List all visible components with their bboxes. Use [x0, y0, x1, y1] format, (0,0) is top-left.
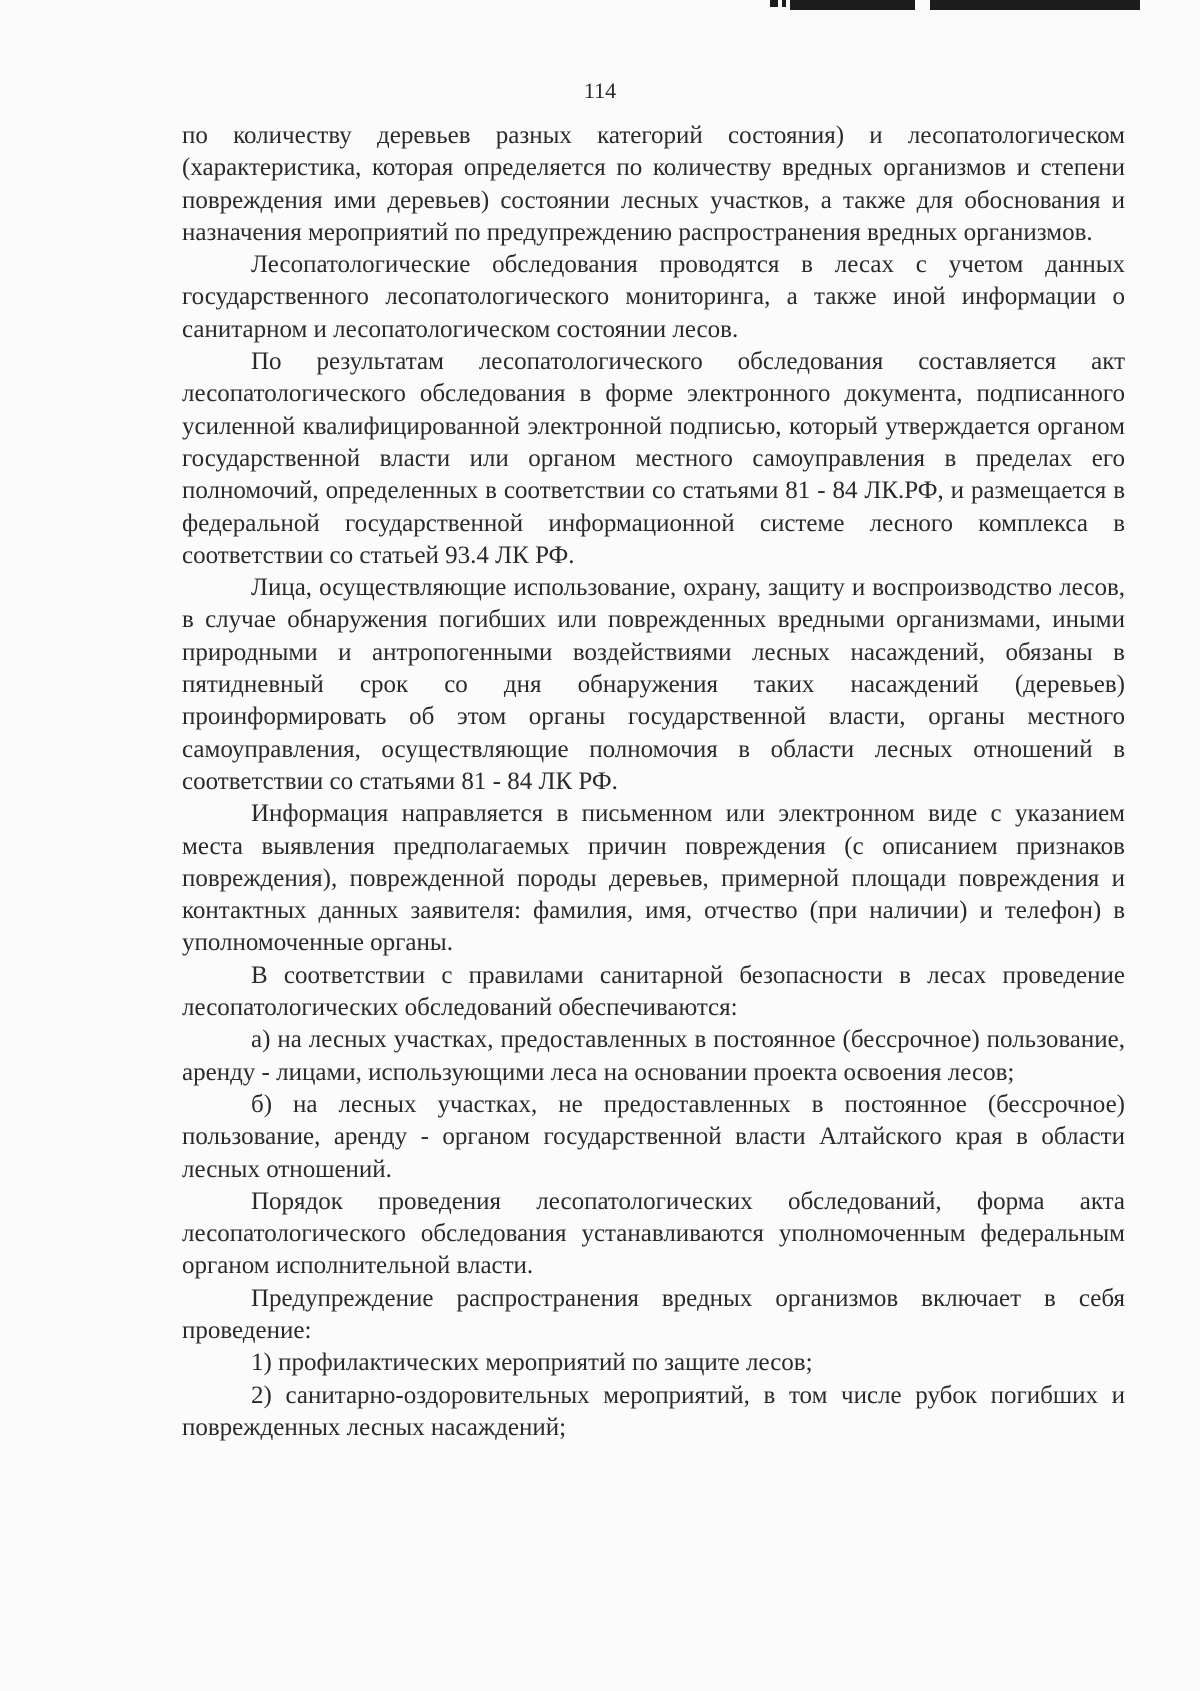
page-number: 114: [583, 78, 617, 103]
paragraph: В соответствии с правилами санитарной безопасности в лесах проведение лесопатологических обследований обеспечиваются:: [182, 961, 1125, 1022]
paragraph: Лесопатологические обследования проводятся в лесах с учетом данных государственного лесопатологического мониторинга, а также иной информации о санитарном и лесопатологическом состоянии лесов.: [182, 251, 1125, 343]
paragraph: По результатам лесопатологического обследования составляется акт лесопатологического обследования в форме электронного документа, подписанного усиленной квалифицированной электронной подписью, который утверждается органом государственной власти или органом местного самоуправления в пределах его полномочий, определенных в соответствии со статьями 81 - 84 ЛК.РФ, и размещается в федеральной государственной информационной системе лесного комплекса в соответствии со статьей 93.4 ЛК РФ.: [182, 348, 1125, 569]
paragraph: по количеству деревьев разных категорий состояния) и лесопатологическом (характеристика, которая определяется по количеству вредных организмов и степени повреждения ими деревьев) состоянии лесных участков, а также для обоснования и назначения мероприятий по предупреждению распространения вредных организмов.: [182, 122, 1125, 246]
paragraph: Информация направляется в письменном или электронном виде с указанием места выявления предполагаемых причин повреждения (с описанием признаков повреждения), поврежденной породы деревьев, примерной площади повреждения и контактных данных заявителя: фамилия, имя, отчество (при наличии) и телефон) в уполномоченные органы.: [182, 800, 1125, 957]
list-item: 2) санитарно-оздоровительных мероприятий, в том числе рубок погибших и поврежденных лесных насаждений;: [182, 1381, 1125, 1441]
paragraph: Порядок проведения лесопатологических обследований, форма акта лесопатологического обследования устанавливаются уполномоченным федеральным органом исполнительной власти.: [182, 1187, 1125, 1280]
scan-artifact: [930, 0, 1140, 10]
paragraph: Лица, осуществляющие использование, охрану, защиту и воспроизводство лесов, в случае обнаружения погибших или поврежденных вредными организмами, иными природными и антропогенными воздействиями лесных насаждений, обязаны в пятидневный срок со дня обнаружения таких насаждений (деревьев) проинформировать об этом органы государственной власти, органы местного самоуправления, осуществляющие полномочия в области лесных отношений в соответствии со статьями 81 - 84 ЛК РФ.: [182, 574, 1125, 795]
list-item: а) на лесных участках, предоставленных в постоянное (бессрочное) пользование, аренду - лицами, использующими леса на основании проекта освоения лесов;: [182, 1026, 1125, 1086]
scan-artifact: [790, 0, 915, 10]
paragraph: Предупреждение распространения вредных организмов включает в себя проведение:: [182, 1284, 1125, 1344]
scan-artifact: [770, 0, 778, 7]
document-body: [182, 120, 1125, 1444]
list-item: 1) профилактических мероприятий по защите лесов;: [251, 1349, 813, 1377]
scan-artifact: [782, 0, 786, 7]
list-item: б) на лесных участках, не предоставленных в постоянное (бессрочное) пользование, аренду - органом государственной власти Алтайского края в области лесных отношений.: [182, 1090, 1125, 1183]
